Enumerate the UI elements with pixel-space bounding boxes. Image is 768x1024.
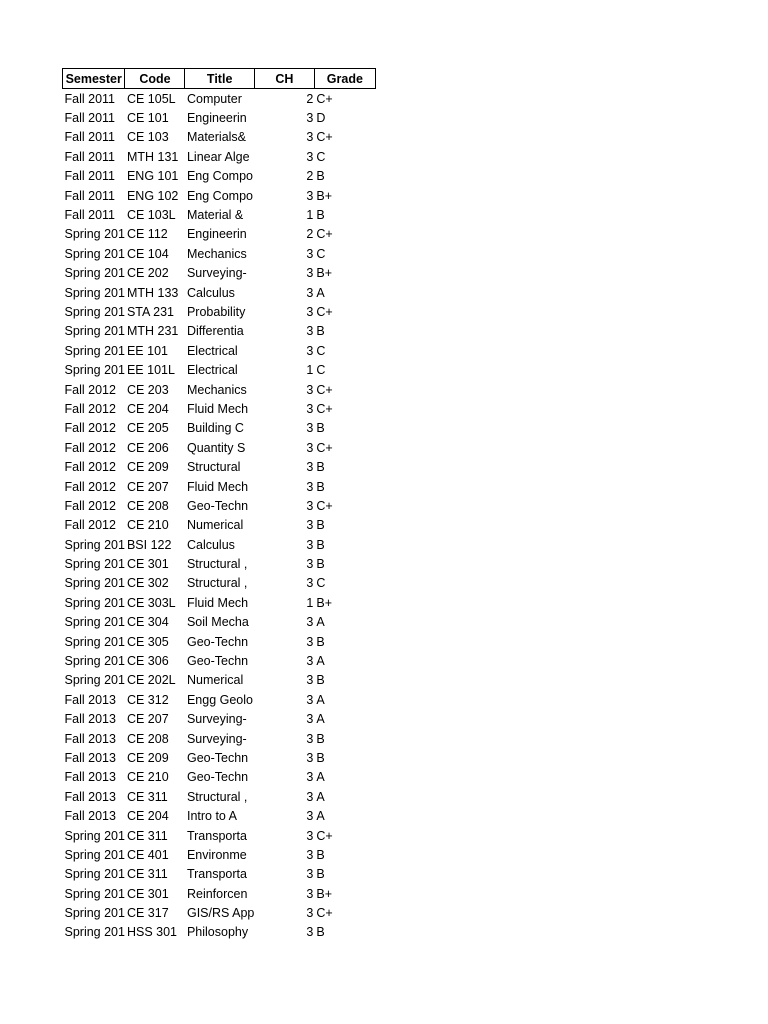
ch-cell: 3 <box>306 809 314 824</box>
table-row <box>63 225 376 244</box>
semester-cell: Spring 201 <box>64 615 125 630</box>
semester-cell: Spring 201 <box>64 324 125 339</box>
table-row <box>63 554 376 573</box>
ch-cell: 3 <box>306 343 314 358</box>
ch-cell: 3 <box>306 557 314 572</box>
grade-cell: B <box>316 867 325 882</box>
ch-cell: 3 <box>306 673 314 688</box>
semester-cell: Fall 2011 <box>64 149 115 164</box>
title-cell: Structural , <box>186 576 248 591</box>
code-cell: CE 209 <box>126 750 169 765</box>
code-cell: CE 101 <box>126 111 169 126</box>
ch-cell: 3 <box>306 925 314 940</box>
semester-cell: Fall 2013 <box>64 692 116 707</box>
grade-cell: C+ <box>316 227 333 242</box>
ch-cell: 3 <box>306 304 314 319</box>
table-row <box>63 845 376 864</box>
code-cell: BSI 122 <box>126 537 172 552</box>
semester-cell: Spring 201 <box>64 634 125 649</box>
semester-cell: Spring 201 <box>64 654 125 669</box>
ch-cell: 3 <box>306 750 314 765</box>
table-row <box>63 167 376 186</box>
table-row <box>63 806 376 825</box>
code-cell: CE 311 <box>126 789 168 804</box>
code-cell: CE 204 <box>126 401 169 416</box>
ch-cell: 1 <box>306 208 314 223</box>
table-row <box>63 826 376 845</box>
code-cell: ENG 101 <box>126 169 179 184</box>
code-cell: CE 205 <box>126 421 169 436</box>
title-cell: Building C <box>186 421 244 436</box>
title-cell: Mechanics <box>186 246 247 261</box>
semester-cell: Fall 2012 <box>64 421 116 436</box>
title-cell: Material & <box>186 208 244 223</box>
header-semester: Semester <box>63 69 125 89</box>
code-cell: CE 301 <box>126 557 169 572</box>
semester-cell: Spring 201 <box>64 343 125 358</box>
ch-cell: 3 <box>306 576 314 591</box>
semester-cell: Spring 201 <box>64 285 125 300</box>
table-row <box>63 574 376 593</box>
grade-cell: A <box>316 615 325 630</box>
header-ch: CH <box>254 69 314 89</box>
semester-cell: Fall 2013 <box>64 789 116 804</box>
ch-cell: 3 <box>306 440 314 455</box>
table-row <box>63 651 376 670</box>
ch-cell: 3 <box>306 828 314 843</box>
table-row <box>63 264 376 283</box>
table-row <box>63 438 376 457</box>
transcript-sheet <box>62 68 376 942</box>
ch-cell: 1 <box>306 595 314 610</box>
ch-cell: 3 <box>306 188 314 203</box>
table-row <box>63 923 376 942</box>
semester-cell: Spring 201 <box>64 847 125 862</box>
title-cell: Surveying- <box>186 712 247 727</box>
table-row <box>63 302 376 321</box>
table-row <box>63 903 376 922</box>
ch-cell: 3 <box>306 266 314 281</box>
code-cell: CE 103 <box>126 130 169 145</box>
ch-cell: 3 <box>306 847 314 862</box>
ch-cell: 3 <box>306 906 314 921</box>
table-row <box>63 186 376 205</box>
code-cell: EE 101L <box>126 363 175 378</box>
code-cell: CE 305 <box>126 634 169 649</box>
table-row <box>63 360 376 379</box>
grade-cell: B+ <box>316 188 333 203</box>
ch-cell: 3 <box>306 770 314 785</box>
code-cell: CE 302 <box>126 576 169 591</box>
code-cell: CE 112 <box>126 227 168 242</box>
ch-cell: 3 <box>306 149 314 164</box>
ch-cell: 3 <box>306 537 314 552</box>
grade-cell: B <box>316 479 325 494</box>
table-row <box>63 748 376 767</box>
grade-cell: C+ <box>316 498 333 513</box>
grade-cell: C <box>316 363 326 378</box>
grade-cell: B <box>316 673 325 688</box>
semester-cell: Fall 2012 <box>64 440 116 455</box>
semester-cell: Spring 201 <box>64 266 125 281</box>
ch-cell: 3 <box>306 498 314 513</box>
ch-cell: 3 <box>306 246 314 261</box>
semester-cell: Fall 2012 <box>64 518 116 533</box>
semester-cell: Spring 201 <box>64 925 125 940</box>
ch-cell: 3 <box>306 401 314 416</box>
semester-cell: Spring 201 <box>64 557 125 572</box>
title-cell: Geo-Techn <box>186 498 249 513</box>
title-cell: Probability <box>186 304 246 319</box>
ch-cell: 3 <box>306 867 314 882</box>
table-row <box>63 419 376 438</box>
semester-cell: Spring 201 <box>64 906 125 921</box>
title-cell: Surveying- <box>186 266 247 281</box>
table-row <box>63 865 376 884</box>
ch-cell: 1 <box>306 363 314 378</box>
grade-cell: C+ <box>316 906 333 921</box>
ch-cell: 3 <box>306 692 314 707</box>
semester-cell: Fall 2011 <box>64 188 115 203</box>
title-cell: Quantity S <box>186 440 246 455</box>
grade-cell: B <box>316 847 325 862</box>
table-row <box>63 535 376 554</box>
ch-cell: 3 <box>306 460 314 475</box>
title-cell: Fluid Mech <box>186 595 249 610</box>
title-cell: Intro to A <box>186 809 237 824</box>
code-cell: CE 208 <box>126 498 169 513</box>
code-cell: CE 104 <box>126 246 169 261</box>
grade-cell: B <box>316 518 325 533</box>
header-code: Code <box>125 69 185 89</box>
grade-cell: C+ <box>316 304 333 319</box>
code-cell: MTH 231 <box>126 324 179 339</box>
code-cell: CE 202L <box>126 673 176 688</box>
semester-cell: Fall 2012 <box>64 382 116 397</box>
ch-cell: 3 <box>306 654 314 669</box>
grade-cell: B <box>316 925 325 940</box>
title-cell: Geo-Techn <box>186 634 249 649</box>
table-row <box>63 884 376 903</box>
ch-cell: 3 <box>306 518 314 533</box>
semester-cell: Spring 201 <box>64 886 125 901</box>
code-cell: STA 231 <box>126 304 174 319</box>
grade-cell: D <box>316 111 326 126</box>
title-cell: Calculus <box>186 537 235 552</box>
grade-cell: B <box>316 557 325 572</box>
table-row <box>63 496 376 515</box>
table-row <box>63 244 376 263</box>
table-row <box>63 457 376 476</box>
grade-cell: C <box>316 246 326 261</box>
semester-cell: Fall 2011 <box>64 130 115 145</box>
grade-cell: B <box>316 634 325 649</box>
ch-cell: 2 <box>306 169 314 184</box>
grade-cell: C+ <box>316 91 333 106</box>
title-cell: Transporta <box>186 828 247 843</box>
table-row <box>63 399 376 418</box>
grade-cell: B <box>316 750 325 765</box>
code-cell: CE 311 <box>126 828 168 843</box>
grade-cell: B <box>316 324 325 339</box>
table-row <box>63 341 376 360</box>
table-row <box>63 147 376 166</box>
title-cell: Fluid Mech <box>186 479 249 494</box>
semester-cell: Spring 201 <box>64 867 125 882</box>
semester-cell: Fall 2013 <box>64 809 116 824</box>
grade-cell: C <box>316 343 326 358</box>
code-cell: CE 203 <box>126 382 169 397</box>
ch-cell: 3 <box>306 731 314 746</box>
ch-cell: 3 <box>306 789 314 804</box>
code-cell: ENG 102 <box>126 188 179 203</box>
table-row <box>63 322 376 341</box>
semester-cell: Fall 2011 <box>64 169 115 184</box>
table-row <box>63 516 376 535</box>
title-cell: Calculus <box>186 285 235 300</box>
ch-cell: 2 <box>306 91 314 106</box>
title-cell: Engineerin <box>186 111 247 126</box>
semester-cell: Fall 2013 <box>64 731 116 746</box>
grade-cell: A <box>316 789 325 804</box>
table-row <box>63 729 376 748</box>
table-row <box>63 690 376 709</box>
ch-cell: 3 <box>306 382 314 397</box>
grade-cell: A <box>316 285 325 300</box>
title-cell: Geo-Techn <box>186 770 249 785</box>
code-cell: CE 306 <box>126 654 169 669</box>
code-cell: CE 206 <box>126 440 169 455</box>
semester-cell: Spring 201 <box>64 246 125 261</box>
grade-cell: B <box>316 537 325 552</box>
ch-cell: 3 <box>306 712 314 727</box>
table-row <box>63 787 376 806</box>
table-row <box>63 380 376 399</box>
title-cell: Structural , <box>186 789 248 804</box>
semester-cell: Spring 201 <box>64 595 125 610</box>
title-cell: Reinforcen <box>186 886 248 901</box>
title-cell: Electrical <box>186 363 238 378</box>
title-cell: Electrical <box>186 343 238 358</box>
table-row <box>63 283 376 302</box>
grade-cell: A <box>316 712 325 727</box>
code-cell: MTH 131 <box>126 149 179 164</box>
semester-cell: Fall 2012 <box>64 479 116 494</box>
title-cell: Numerical <box>186 673 244 688</box>
code-cell: CE 301 <box>126 886 169 901</box>
semester-cell: Spring 201 <box>64 576 125 591</box>
table-row <box>63 768 376 787</box>
code-cell: CE 207 <box>126 712 169 727</box>
title-cell: Transporta <box>186 867 247 882</box>
semester-cell: Fall 2012 <box>64 460 116 475</box>
title-cell: Geo-Techn <box>186 654 249 669</box>
table-row <box>63 632 376 651</box>
table-body <box>63 89 376 943</box>
code-cell: CE 304 <box>126 615 169 630</box>
title-cell: Materials& <box>186 130 247 145</box>
table-row <box>63 671 376 690</box>
title-cell: Philosophy <box>186 925 249 940</box>
ch-cell: 3 <box>306 111 314 126</box>
code-cell: CE 202 <box>126 266 169 281</box>
ch-cell: 3 <box>306 285 314 300</box>
table-row <box>63 710 376 729</box>
semester-cell: Fall 2013 <box>64 750 116 765</box>
title-cell: Fluid Mech <box>186 401 249 416</box>
semester-cell: Spring 201 <box>64 828 125 843</box>
grade-cell: C+ <box>316 130 333 145</box>
semester-cell: Spring 201 <box>64 673 125 688</box>
code-cell: CE 311 <box>126 867 168 882</box>
semester-cell: Spring 201 <box>64 363 125 378</box>
header-title: Title <box>185 69 254 89</box>
code-cell: CE 209 <box>126 460 169 475</box>
title-cell: Mechanics <box>186 382 247 397</box>
table-row <box>63 613 376 632</box>
semester-cell: Fall 2013 <box>64 712 116 727</box>
semester-cell: Spring 201 <box>64 304 125 319</box>
grade-cell: C+ <box>316 828 333 843</box>
grades-table <box>62 68 376 942</box>
title-cell: Surveying- <box>186 731 247 746</box>
grade-cell: A <box>316 692 325 707</box>
code-cell: CE 401 <box>126 847 169 862</box>
semester-cell: Spring 201 <box>64 537 125 552</box>
semester-cell: Fall 2012 <box>64 498 116 513</box>
title-cell: Soil Mecha <box>186 615 249 630</box>
table-row <box>63 205 376 224</box>
grade-cell: A <box>316 770 325 785</box>
header-row <box>63 69 376 89</box>
semester-cell: Fall 2011 <box>64 91 115 106</box>
title-cell: Eng Compo <box>186 169 253 184</box>
grade-cell: B+ <box>316 595 333 610</box>
code-cell: CE 210 <box>126 518 169 533</box>
title-cell: Computer <box>186 91 242 106</box>
table-row <box>63 128 376 147</box>
table-row <box>63 477 376 496</box>
ch-cell: 3 <box>306 324 314 339</box>
semester-cell: Fall 2013 <box>64 770 116 785</box>
ch-cell: 3 <box>306 615 314 630</box>
table-row <box>63 108 376 127</box>
grade-cell: C <box>316 149 326 164</box>
code-cell: CE 207 <box>126 479 169 494</box>
code-cell: CE 105L <box>126 91 176 106</box>
title-cell: Structural , <box>186 557 248 572</box>
title-cell: Linear Alge <box>186 149 250 164</box>
code-cell: MTH 133 <box>126 285 179 300</box>
semester-cell: Fall 2012 <box>64 401 116 416</box>
grade-cell: C <box>316 576 326 591</box>
code-cell: CE 103L <box>126 208 176 223</box>
code-cell: CE 204 <box>126 809 169 824</box>
title-cell: Engineerin <box>186 227 247 242</box>
grade-cell: A <box>316 654 325 669</box>
code-cell: CE 208 <box>126 731 169 746</box>
semester-cell: Fall 2011 <box>64 111 115 126</box>
grade-cell: B+ <box>316 886 333 901</box>
grade-cell: C+ <box>316 382 333 397</box>
grade-cell: B <box>316 208 325 223</box>
title-cell: Differentia <box>186 324 244 339</box>
title-cell: Engg Geolo <box>186 692 253 707</box>
title-cell: Structural <box>186 460 241 475</box>
semester-cell: Spring 201 <box>64 227 125 242</box>
code-cell: CE 317 <box>126 906 169 921</box>
grade-cell: B <box>316 460 325 475</box>
grade-cell: A <box>316 809 325 824</box>
table-row <box>63 593 376 612</box>
title-cell: Eng Compo <box>186 188 253 203</box>
grade-cell: B <box>316 731 325 746</box>
code-cell: HSS 301 <box>126 925 177 940</box>
title-cell: Numerical <box>186 518 244 533</box>
code-cell: CE 210 <box>126 770 169 785</box>
code-cell: CE 312 <box>126 692 169 707</box>
ch-cell: 3 <box>306 886 314 901</box>
code-cell: EE 101 <box>126 343 168 358</box>
header-grade: Grade <box>314 69 375 89</box>
grade-cell: C+ <box>316 440 333 455</box>
title-cell: Environme <box>186 847 247 862</box>
title-cell: GIS/RS App <box>186 906 255 921</box>
grade-cell: C+ <box>316 401 333 416</box>
ch-cell: 3 <box>306 421 314 436</box>
semester-cell: Fall 2011 <box>64 208 115 223</box>
table-row <box>63 89 376 109</box>
title-cell: Geo-Techn <box>186 750 249 765</box>
grade-cell: B+ <box>316 266 333 281</box>
ch-cell: 3 <box>306 130 314 145</box>
code-cell: CE 303L <box>126 595 176 610</box>
ch-cell: 3 <box>306 634 314 649</box>
ch-cell: 3 <box>306 479 314 494</box>
grade-cell: B <box>316 421 325 436</box>
ch-cell: 2 <box>306 227 314 242</box>
grade-cell: B <box>316 169 325 184</box>
